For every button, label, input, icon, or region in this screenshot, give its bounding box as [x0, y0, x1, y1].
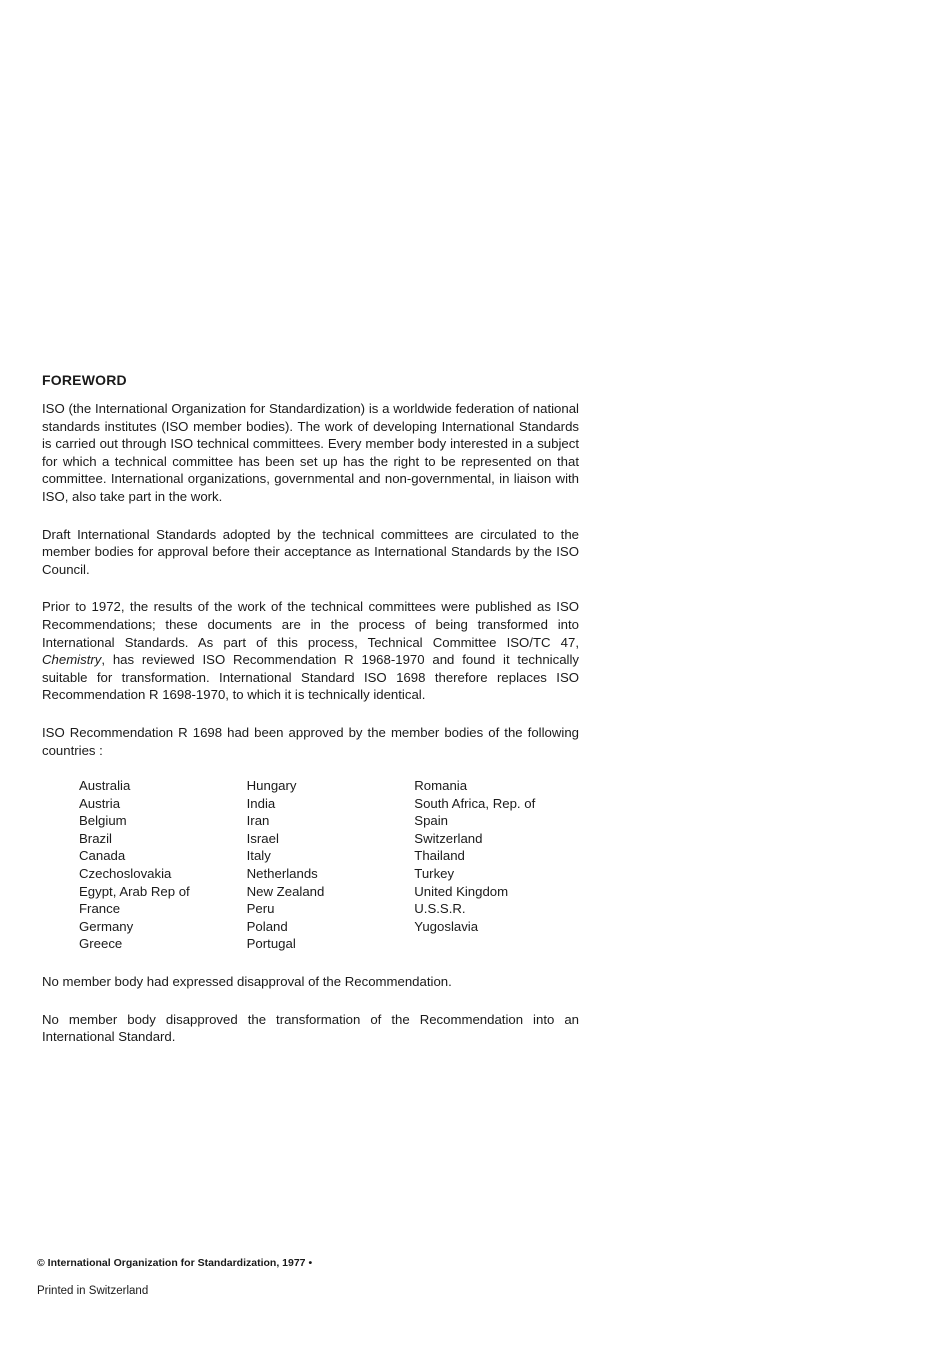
country-item: Austria [79, 795, 121, 811]
country-item: Peru [246, 901, 275, 917]
country-item: Greece [79, 936, 123, 952]
country-item: Portugal [246, 936, 296, 952]
country-column-2 [247, 777, 415, 953]
foreword-heading: FOREWORD [42, 372, 127, 388]
country-item: Switzerland [414, 830, 483, 846]
country-item: United Kingdom [414, 883, 509, 899]
country-list [79, 777, 579, 953]
country-item: Romania [414, 778, 468, 794]
foreword-paragraph-5: No member body had expressed disapproval of the Recommendation. [42, 974, 452, 990]
country-item: Spain [414, 813, 449, 829]
country-item: Canada [79, 848, 126, 864]
country-item: South Africa, Rep. of [414, 795, 536, 811]
committee-name-chemistry: Chemistry [42, 652, 102, 668]
foreword-paragraph-6: No member body disapproved the transformation of the Recommendation into an International Standard. [42, 1011, 579, 1045]
country-item: New Zealand [246, 883, 325, 899]
country-item: Thailand [414, 848, 465, 864]
country-item: Italy [246, 848, 271, 864]
foreword-paragraph-3 [42, 598, 579, 704]
country-item: India [246, 795, 276, 811]
copyright-notice: © International Organization for Standardization, 1977 • [37, 1257, 313, 1269]
country-item: Belgium [79, 813, 127, 829]
country-item: France [79, 901, 121, 917]
country-item: Germany [79, 918, 134, 934]
foreword-paragraph-1: ISO (the International Organization for Standardization) is a worldwide federation of national standards institutes (ISO member bodies). The work of developing International Standards is carried out through ISO technical committees. Every member body interested in a subject for which a technical committee has been set up has the right to be represented on that committee. International organizations, governmental and non-governmental, in liaison with ISO, also take part in the work. [42, 401, 579, 504]
country-item: Australia [79, 778, 131, 794]
country-item: Netherlands [246, 866, 318, 882]
country-item: Egypt, Arab Rep of [79, 883, 190, 899]
paragraph-3-text-b: , has reviewed ISO Recommendation R 1968-1970 and found it technically suitable for transformation. International Standard ISO 1698 therefore replaces ISO Recommendation R 1698-1970, to which it is technically identical. [42, 652, 579, 703]
country-column-3 [414, 777, 579, 953]
country-item: Brazil [79, 830, 112, 846]
foreword-paragraph-4: ISO Recommendation R 1698 had been approved by the member bodies of the following countries : [42, 724, 579, 758]
country-column-1 [79, 777, 247, 953]
country-item: Hungary [246, 778, 297, 794]
country-item: Iran [246, 813, 270, 829]
foreword-section [42, 372, 579, 1066]
country-item: Poland [246, 918, 288, 934]
country-item: Yugoslavia [414, 918, 479, 934]
country-item: U.S.S.R. [414, 901, 466, 917]
country-item: Turkey [414, 866, 455, 882]
foreword-paragraph-2: Draft International Standards adopted by the technical committees are circulated to the member bodies for approval before their acceptance as International Standards by the ISO Council. [42, 526, 579, 577]
paragraph-3-text-a: Prior to 1972, the results of the work of the technical committees were published as ISO Recommendations; these documents are in the process of being transformed into International Standards. As part of this process, Technical Committee ISO/TC 47, [42, 599, 579, 650]
printed-in-notice: Printed in Switzerland [37, 1285, 149, 1297]
country-item: Czechoslovakia [79, 866, 172, 882]
country-item: Israel [246, 830, 279, 846]
